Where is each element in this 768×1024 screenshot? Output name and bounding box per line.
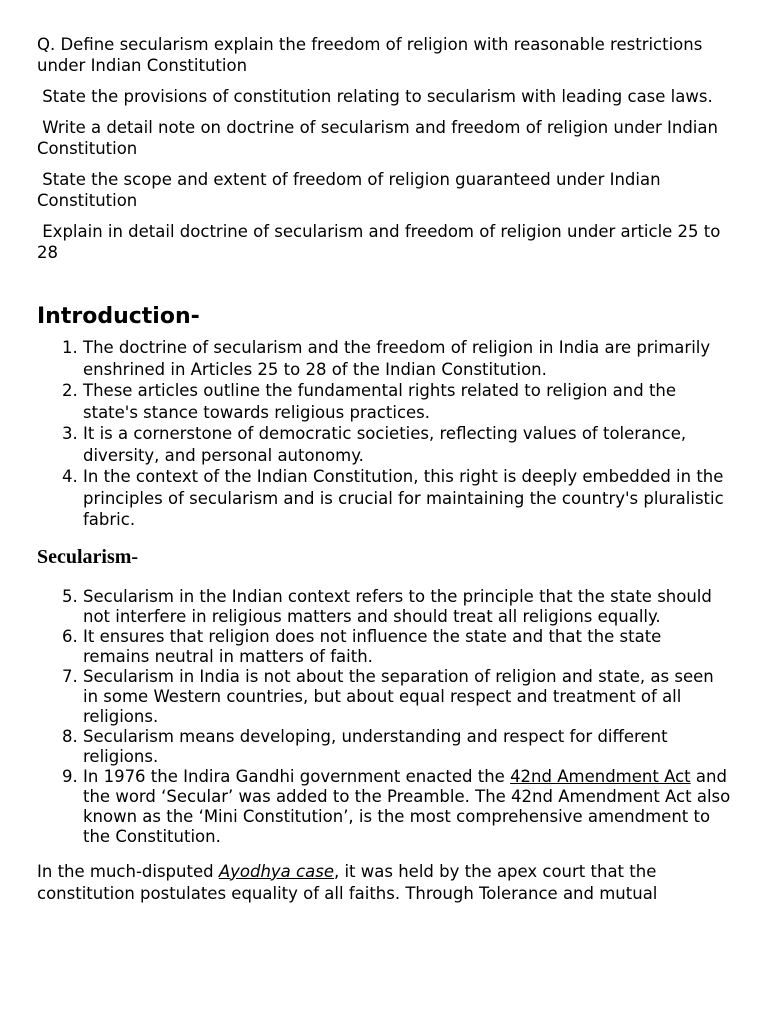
question-1: Q. Define secularism explain the freedom of religion with reasonable restrictions under Indian Constitution xyxy=(37,35,703,75)
list-item: 8. Secularism means developing, understanding and respect for different religions. xyxy=(83,727,731,767)
question-2: State the provisions of constitution relating to secularism with leading case laws. xyxy=(37,87,713,106)
paragraph-text: In the much-disputed xyxy=(37,861,219,881)
list-item: 3. It is a cornerstone of democratic societies, reflecting values of tolerance, diversity, and personal autonomy. xyxy=(83,423,731,466)
paragraph-text: , it was held by the apex court that the constitution postulates equality of all faiths. Through Tolerance and mutual xyxy=(37,861,658,903)
list-item: 7. Secularism in India is not about the separation of religion and state, as seen in some Western countries, but about equal respect and treatment of all religions. xyxy=(83,667,731,727)
item-text: In 1976 the Indira Gandhi government enacted the xyxy=(83,766,511,786)
closing-paragraph xyxy=(37,861,731,905)
introduction-heading: Introduction- xyxy=(37,304,200,329)
secularism-heading: Secularism- xyxy=(37,545,139,568)
question-3: Write a detail note on doctrine of secularism and freedom of religion under Indian Constitution xyxy=(37,118,724,158)
question-4: State the scope and extent of freedom of religion guaranteed under Indian Constitution xyxy=(37,170,666,210)
item-text: and the word ‘Secular’ was added to the Preamble. The 42nd Amendment Act also known as the ‘Mini Constitution’, is the most comprehensive amendment to the Constitution. xyxy=(83,766,731,846)
document-page xyxy=(37,34,731,905)
list-item: 2. These articles outline the fundamental rights related to religion and the state's stance towards religious practices. xyxy=(83,380,731,423)
list-item: 6. It ensures that religion does not influence the state and that the state remains neutral in matters of faith. xyxy=(83,627,731,667)
secularism-list xyxy=(37,587,731,847)
amendment-act-link[interactable]: 42nd Amendment Act xyxy=(510,766,691,786)
list-item xyxy=(83,767,731,847)
list-item: 4. In the context of the Indian Constitution, this right is deeply embedded in the principles of secularism and is crucial for maintaining the country's pluralistic fabric. xyxy=(83,466,731,531)
introduction-list xyxy=(37,337,731,531)
question-5: Explain in detail doctrine of secularism and freedom of religion under article 25 to 28 xyxy=(37,222,726,262)
list-item: 1. The doctrine of secularism and the freedom of religion in India are primarily enshrined in Articles 25 to 28 of the Indian Constitution. xyxy=(83,337,731,380)
list-item: 5. Secularism in the Indian context refers to the principle that the state should not interfere in religious matters and should treat all religions equally. xyxy=(83,587,731,627)
ayodhya-case-link[interactable]: Ayodhya case xyxy=(218,861,334,881)
